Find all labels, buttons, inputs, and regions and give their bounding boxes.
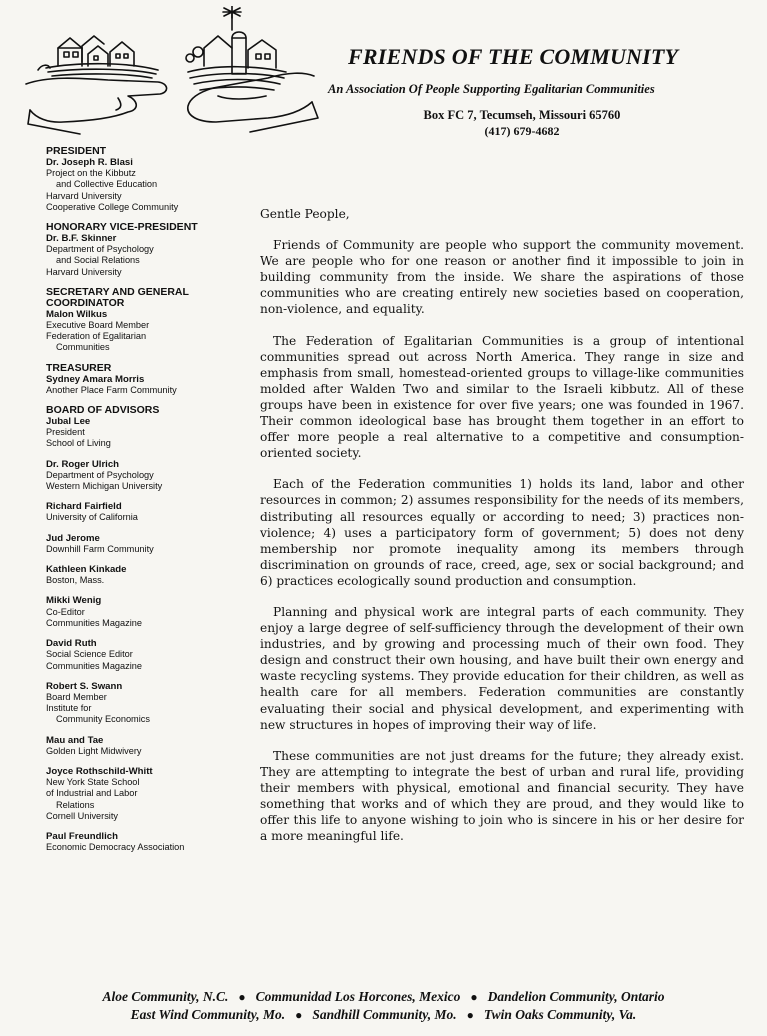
person-name: Jud Jerome [46,532,100,544]
officers-sidebar [46,146,246,862]
sidebar-section [46,405,246,853]
person-affiliation: Project on the Kibbutz [46,168,136,179]
sidebar-person [46,309,246,354]
person-affiliation: Golden Light Midwivery [46,745,142,756]
person-name: Kathleen Kinkade [46,564,127,576]
person-name: Dr. B.F. Skinner [46,233,117,245]
sidebar-person [46,374,246,396]
person-affiliation: Community Economics [56,714,150,725]
sidebar-section-title: TREASURER [46,361,112,374]
sidebar-person [46,681,246,726]
footer-row-2 [0,1006,767,1024]
bullet-icon: ● [466,1008,474,1022]
person-name: Dr. Joseph R. Blasi [46,157,133,168]
organization-subtitle: An Association Of People Supporting Egalitarian Communities [328,82,655,96]
person-name: David Ruth [46,638,97,650]
person-name: Robert S. Swann [46,680,123,692]
person-affiliation: President [46,427,85,438]
letter-paragraph-1: Friends of Community are people who support the community movement. We are people who for one reason or another find it impossible to join in building community from the inside. We share the aspirations of those communities who are creating entirely new societies based on cooperation, non-violence, and equality. [260,238,744,317]
bullet-icon: ● [238,990,246,1004]
person-affiliation: University of California [46,512,138,523]
footer-community: Twin Oaks Community, Va. [483,1007,637,1022]
sidebar-person [46,735,246,757]
person-affiliation: Communities Magazine [46,660,142,671]
person-affiliation: Department of Psychology [46,469,154,480]
person-affiliation: School of Living [46,438,111,449]
sidebar-section-title: BOARD OF ADVISORS [46,404,160,417]
person-affiliation: Downhill Farm Community [46,543,154,554]
sidebar-person [46,501,246,523]
sidebar-person [46,416,246,450]
member-communities-footer [0,988,767,1024]
person-affiliation: Boston, Mass. [46,575,105,586]
sidebar-section [46,146,246,213]
person-name: Mikki Wenig [46,595,102,607]
person-affiliation: Cooperative College Community [46,201,179,212]
person-name: Malon Wilkus [46,308,108,320]
person-affiliation: and Social Relations [56,255,140,266]
person-affiliation: Board Member [46,691,107,702]
sidebar-person [46,459,246,493]
person-affiliation: Department of Psychology [46,244,154,255]
letter-body [260,206,744,859]
person-affiliation: Communities [56,342,110,353]
person-affiliation: New York State School [46,777,140,788]
person-name: Paul Freundlich [46,830,118,842]
sidebar-person [46,831,246,853]
organization-phone: (417) 679-4682 [484,124,560,138]
person-affiliation: Executive Board Member [46,320,150,331]
person-name: Mau and Tae [46,734,104,746]
person-affiliation: Harvard University [46,190,122,201]
letter-salutation: Gentle People, [260,207,350,221]
sidebar-section-title: HONORARY VICE-PRESIDENT [46,221,198,234]
person-name: Richard Fairfield [46,501,122,513]
letter-paragraph-3: Each of the Federation communities 1) holds its land, labor and other resources in common; 2) assumes responsibility for the needs of its members, distributing all resources equally or according to need; 3) practices non-violence; 4) uses a participatory form of government; 5) does not deny membership nor promote inequality among its members through discrimination on grounds of race, creed, age, sex or social background; and 6) practices ecologically sound production and consumption. [260,477,744,588]
hands-farm-logo [18,6,323,141]
sidebar-person [46,766,246,822]
footer-row-1 [0,988,767,1006]
sidebar-person [46,533,246,555]
person-affiliation: and Collective Education [56,179,158,190]
footer-community: Aloe Community, N.C. [102,989,229,1004]
person-name: Dr. Roger Ulrich [46,458,120,470]
person-name: Joyce Rothschild-Whitt [46,765,153,777]
sidebar-section [46,363,246,396]
sidebar-section [46,287,246,354]
sidebar-person [46,157,246,213]
footer-community: Sandhill Community, Mo. [312,1007,457,1022]
organization-title: FRIENDS OF THE COMMUNITY [348,44,679,69]
sidebar-section-title: PRESIDENT [46,145,107,157]
letter-paragraph-5: These communities are not just dreams for the future; they already exist. They are attempting to integrate the best of urban and rural life, providing their members with physical, emotional and financial security. They have something that works and of which they are proud, and they would like to offer this life to anyone wishing to join who is sincere in his or her desire for a more meaningful life. [260,748,744,844]
bullet-icon: ● [295,1008,303,1022]
organization-address: Box FC 7, Tecumseh, Missouri 65760 [423,108,621,122]
letter-paragraph-4: Planning and physical work are integral parts of each community. They enjoy a large degree of self-sufficiency through the development of their own industries, and by growing and processing much of their own food. They design and construct their own housing, and have built their own energy and waste recycling systems. They provide education for their children, as well as health care for all members. Federation communities are constantly evaluating their social and physical development, and experimenting with new structures in hopes of improving their way of life. [260,604,744,732]
footer-community: Communidad Los Horcones, Mexico [255,989,461,1004]
person-affiliation: Cornell University [46,810,118,821]
person-affiliation: Federation of Egalitarian [46,331,147,342]
person-affiliation: Economic Democracy Association [46,842,185,853]
person-affiliation: Western Michigan University [46,481,163,492]
sidebar-person [46,233,246,278]
person-affiliation: of Industrial and Labor [46,788,138,799]
person-name: Jubal Lee [46,416,91,428]
footer-community: Dandelion Community, Ontario [487,989,665,1004]
sidebar-section [46,222,246,278]
sidebar-section-title: SECRETARY AND GENERAL COORDINATOR [46,285,189,309]
person-affiliation: Co-Editor [46,606,85,617]
person-affiliation: Relations [56,799,95,810]
footer-community: East Wind Community, Mo. [130,1007,286,1022]
person-affiliation: Communities Magazine [46,617,142,628]
person-affiliation: Institute for [46,703,92,714]
letter-paragraph-2: The Federation of Egalitarian Communities is a group of intentional communities spread out across North America. They range in size and emphasis from small, homestead-oriented groups to village-like communities molded after Walden Two and similar to the Israeli kibbutz. All of these groups have been in existence for over five years; one was founded in 1967. Their common ideological base has brought them together in an effort to offer more people a real alternative to a competitive and consumption-oriented society. [260,333,744,461]
bullet-icon: ● [470,990,478,1004]
person-affiliation: Another Place Farm Community [46,384,177,395]
sidebar-person [46,638,246,672]
sidebar-person [46,595,246,629]
person-affiliation: Harvard University [46,266,122,277]
sidebar-person [46,564,246,586]
person-affiliation: Social Science Editor [46,649,133,660]
person-name: Sydney Amara Morris [46,373,145,385]
